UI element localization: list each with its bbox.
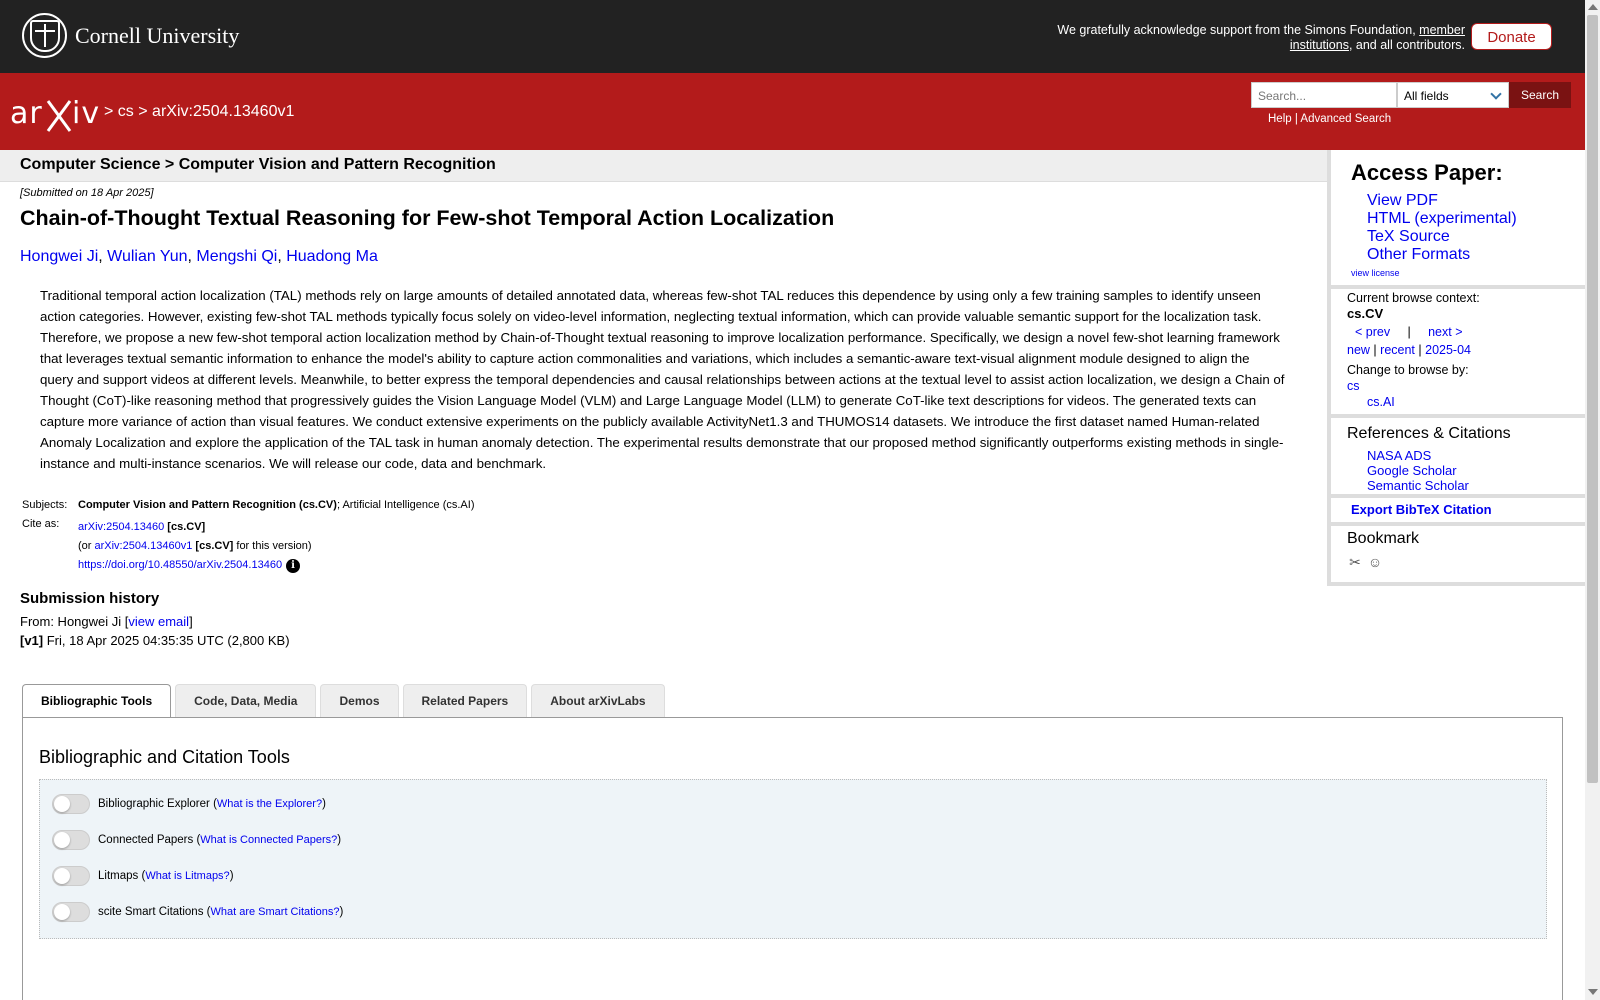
- cite-label: Cite as:: [22, 518, 60, 530]
- google-scholar-link[interactable]: Google Scholar: [1367, 463, 1457, 478]
- export-bibtex-link[interactable]: Export BibTeX Citation: [1351, 502, 1492, 517]
- donate-button[interactable]: Donate: [1471, 23, 1552, 50]
- prev-link[interactable]: < prev: [1355, 325, 1391, 339]
- reddit-icon[interactable]: ☺: [1367, 554, 1383, 570]
- author-link[interactable]: Hongwei Ji: [20, 248, 99, 265]
- version-text: Fri, 18 Apr 2025 04:35:35 UTC (2,800 KB): [43, 633, 290, 648]
- arxiv-header: [0, 73, 1585, 150]
- references-links: [1367, 448, 1469, 493]
- browse-context-label: Current browse context:: [1347, 291, 1480, 305]
- scroll-thumb[interactable]: [1587, 15, 1598, 783]
- submission-from: [20, 614, 193, 629]
- bibliographic-explorer-toggle[interactable]: [52, 794, 90, 814]
- nav-separator: |: [1373, 343, 1377, 357]
- access-links: [1367, 192, 1517, 264]
- cornell-seal-icon: [22, 13, 67, 58]
- divider: [1331, 285, 1589, 289]
- semantic-scholar-link[interactable]: Semantic Scholar: [1367, 478, 1469, 493]
- help-links: [1268, 113, 1391, 125]
- cite-version-suffix: for this version): [233, 540, 312, 552]
- help-link[interactable]: Help: [1268, 113, 1292, 125]
- search-field-select[interactable]: [1397, 82, 1509, 108]
- version-v1: [20, 633, 290, 648]
- tab-demos[interactable]: Demos: [320, 684, 398, 717]
- from-label: From: Hongwei Ji [: [20, 614, 129, 629]
- cornell-header: [0, 0, 1585, 73]
- browse-context-value: cs.CV: [1347, 306, 1384, 321]
- tab-bibliographic-tools[interactable]: Bibliographic Tools: [22, 684, 171, 719]
- cornell-name: Cornell University: [75, 22, 240, 48]
- cite-id-link[interactable]: arXiv:2504.13460: [78, 521, 165, 533]
- change-browse-label: Change to browse by:: [1347, 363, 1469, 377]
- breadcrumb-paper-id: arXiv:2504.13460v1: [152, 103, 295, 120]
- toggle-row: Bibliographic Explorer ( What is the Explorer? ): [52, 794, 326, 814]
- arxiv-logo[interactable]: [10, 93, 100, 144]
- recent-link[interactable]: recent: [1380, 343, 1415, 357]
- divider: [1331, 494, 1589, 498]
- chevron-down-icon: [1490, 88, 1501, 99]
- toggle-label: Connected Papers: [98, 834, 194, 846]
- bookmark-icons: [1347, 554, 1383, 570]
- view-email-link[interactable]: view email: [128, 614, 190, 629]
- help-separator: |: [1294, 113, 1301, 125]
- nasa-ads-link[interactable]: NASA ADS: [1367, 448, 1432, 463]
- author-link[interactable]: Huadong Ma: [286, 248, 378, 265]
- tab-related-papers[interactable]: Related Papers: [403, 684, 528, 717]
- breadcrumb: [104, 103, 294, 121]
- connected-papers-toggle[interactable]: [52, 830, 90, 850]
- ack-prefix: We gratefully acknowledge support from the Simons Foundation,: [1057, 23, 1420, 37]
- search-button[interactable]: Search: [1509, 82, 1571, 108]
- ack-suffix: , and all contributors.: [1348, 38, 1465, 52]
- tab-code-data-media[interactable]: Code, Data, Media: [175, 684, 316, 717]
- breadcrumb-separator: >: [104, 103, 114, 120]
- bookmark-title: Bookmark: [1347, 530, 1420, 547]
- other-formats-link[interactable]: Other Formats: [1367, 246, 1471, 263]
- toggle-row: Litmaps ( What is Litmaps? ): [52, 866, 234, 886]
- scite-toggle[interactable]: [52, 902, 90, 922]
- subjects-value: [78, 499, 475, 512]
- toggle-help-link[interactable]: What is Litmaps?: [145, 870, 230, 882]
- scroll-up-icon[interactable]: [1588, 4, 1598, 10]
- cite-category: [cs.CV]: [167, 521, 206, 533]
- toggle-label: Litmaps: [98, 870, 139, 882]
- nav-separator: |: [1418, 343, 1422, 357]
- from-close: ]: [189, 614, 193, 629]
- view-license-link[interactable]: view license: [1351, 268, 1400, 278]
- breadcrumb-separator: >: [138, 103, 148, 120]
- cite-version-category: [cs.CV]: [195, 540, 234, 552]
- access-paper-title: Access Paper:: [1351, 160, 1503, 185]
- cite-version-link[interactable]: arXiv:2504.13460v1: [94, 540, 193, 552]
- subject-header: [0, 150, 1327, 182]
- toggle-label: Bibliographic Explorer: [98, 798, 210, 810]
- author-link[interactable]: Wulian Yun: [107, 248, 188, 265]
- paper-title: Chain-of-Thought Textual Reasoning for Few-shot Temporal Action Localization: [20, 206, 835, 230]
- tex-source-link[interactable]: TeX Source: [1367, 228, 1450, 245]
- litmaps-toggle[interactable]: [52, 866, 90, 886]
- submission-history-title: Submission history: [20, 590, 160, 607]
- toggle-row: Connected Papers ( What is Connected Papers? ): [52, 830, 341, 850]
- toggle-help-link[interactable]: What are Smart Citations?: [210, 906, 340, 918]
- panel-title: Bibliographic and Citation Tools: [39, 747, 290, 767]
- cornell-logo[interactable]: [22, 13, 239, 58]
- browse-cs-ai-link[interactable]: cs.AI: [1367, 395, 1395, 409]
- browse-cs-link[interactable]: cs: [1347, 379, 1360, 393]
- member-institutions-link[interactable]: member institutions: [1289, 23, 1465, 52]
- submitted-date: [Submitted on 18 Apr 2025]: [20, 187, 154, 199]
- divider: [1331, 522, 1589, 526]
- breadcrumb-cs[interactable]: cs: [117, 103, 134, 120]
- svg-text:ar: ar: [10, 96, 43, 131]
- subject-breadcrumb: Computer Science > Computer Vision and Pattern Recognition: [20, 156, 496, 173]
- abstract: Traditional temporal action localization (TAL) methods rely on large amounts of detailed annotated data, whereas few-shot TAL reduces this dependence by using only a few training samples to identify unseen action categories. However, existing few-shot TAL methods typically focus solely on video-level information, neglecting textual information, which can provide valuable semantic support for the localization task. Therefore, we propose a new few-shot temporal action localization method by Chain-of-Thought textual reasoning to improve localization performance. Specifically, we design a novel few-shot learning framework that leverages textual semantic information to enhance the model's ability to capture action commonalities and variations, which includes a semantic-aware text-visual alignment module designed to align the query and support videos at different levels. Meanwhile, to better express the temporal dependencies and causal relationships between actions at the textual level to assist action localization, we design a Chain of Thought (CoT)-like reasoning method that progressively guides the Vision Language Model (VLM) and Large Language Model (LLM) to generate CoT-like text descriptions for videos. The generated texts can capture more variance of action than visual features. We conduct extensive experiments on the publicly available ActivityNet1.3 and THUMOS14 datasets. We introduce the first dataset named Human-related Anomaly Localization and explore the application of the TAL task in human anomaly detection. The experimental results demonstrate that our proposed method significantly outperforms existing methods in single-instance and multi-instance scenarios. We will release our code, data and benchmark.: [40, 288, 1285, 471]
- advanced-search-link[interactable]: Advanced Search: [1300, 113, 1392, 125]
- primary-subject: Computer Vision and Pattern Recognition (cs.CV): [78, 499, 337, 511]
- labs-tabs: [22, 684, 665, 718]
- toggle-help-link[interactable]: What is Connected Papers?: [200, 834, 338, 846]
- author-link[interactable]: Mengshi Qi: [196, 248, 278, 265]
- acknowledgement: [1045, 23, 1465, 53]
- view-pdf-link[interactable]: View PDF: [1367, 192, 1438, 209]
- bibsonomy-icon[interactable]: ✂: [1349, 554, 1361, 570]
- month-link[interactable]: 2025-04: [1425, 343, 1471, 357]
- tab-about-arxivlabs[interactable]: About arXivLabs: [531, 684, 664, 717]
- browse-context: [1347, 290, 1480, 410]
- divider: [1331, 414, 1589, 418]
- references-title: References & Citations: [1347, 425, 1511, 442]
- author-list: Hongwei Ji, Wulian Yun, Mengshi Qi, Huadong Ma: [20, 248, 378, 265]
- new-link[interactable]: new: [1347, 343, 1370, 357]
- cite-row: [22, 518, 475, 575]
- info-icon[interactable]: i: [286, 559, 300, 573]
- toggle-row: scite Smart Citations ( What are Smart Citations? ): [52, 902, 343, 922]
- toggle-list: [39, 779, 1547, 939]
- search-field-value: All fields: [1404, 89, 1449, 103]
- metadata-table: [22, 499, 475, 581]
- secondary-subject: ; Artificial Intelligence (cs.AI): [336, 499, 475, 511]
- sidebar: [1327, 150, 1585, 586]
- scroll-down-icon[interactable]: [1588, 989, 1598, 995]
- arxiv-logo-icon: [10, 93, 100, 135]
- svg-text:iv: iv: [72, 96, 100, 131]
- version-label: [v1]: [20, 633, 44, 648]
- toggle-label: scite Smart Citations: [98, 906, 204, 918]
- cite-or: (or: [78, 540, 95, 552]
- scrollbar[interactable]: [1585, 0, 1600, 1000]
- cite-value: [78, 518, 312, 575]
- search-input[interactable]: Search...: [1251, 82, 1397, 108]
- subjects-label: Subjects:: [22, 499, 68, 511]
- nav-separator: |: [1407, 325, 1411, 339]
- divider: [1331, 582, 1589, 586]
- next-link[interactable]: next >: [1428, 325, 1463, 339]
- doi-link[interactable]: https://doi.org/10.48550/arXiv.2504.13460: [78, 559, 283, 571]
- toggle-help-link[interactable]: What is the Explorer?: [216, 798, 323, 810]
- subjects-row: [22, 499, 475, 512]
- html-link[interactable]: HTML (experimental): [1367, 210, 1517, 227]
- tab-panel: [22, 717, 1563, 1000]
